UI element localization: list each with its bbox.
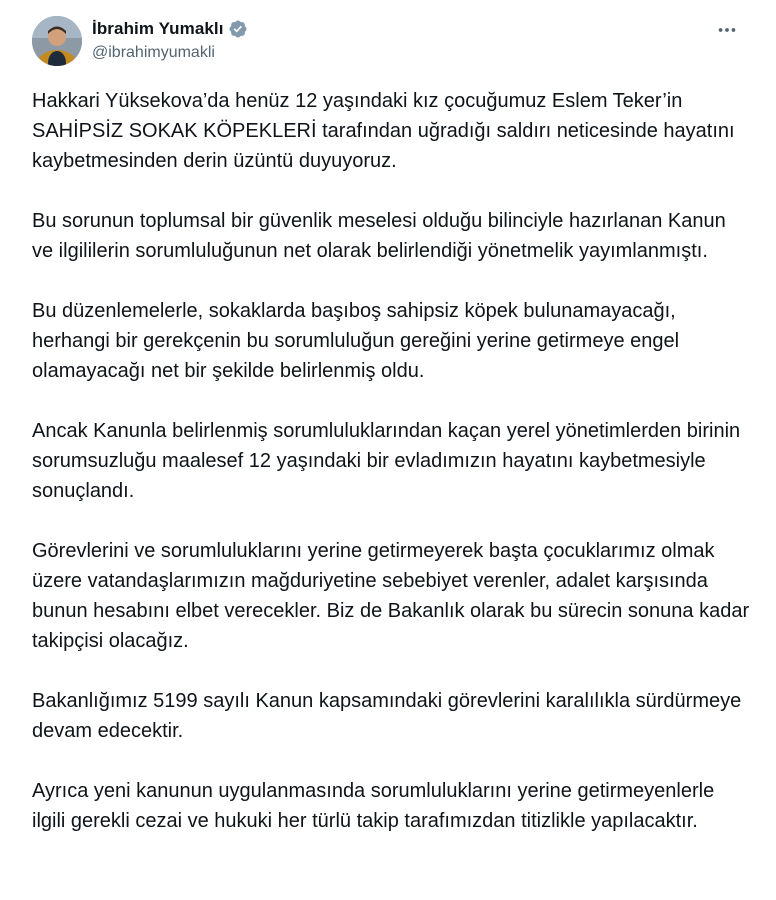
tweet-paragraph: Bakanlığımız 5199 sayılı Kanun kapsamındaki görevlerini karalılıkla sürdürmeye devam edecektir.: [32, 690, 742, 742]
more-options-icon: [716, 19, 738, 41]
user-handle[interactable]: @ibrahimyumakli: [92, 44, 215, 61]
name-row: [92, 18, 248, 40]
more-options-button[interactable]: [710, 16, 744, 44]
tweet-paragraph: Bu sorunun toplumsal bir güvenlik meselesi olduğu bilinciyle hazırlanan Kanun ve ilgililerin sorumluluğunun net olarak belirlendiği yönetmelik yayımlanmıştı.: [32, 210, 726, 262]
tweet-header: [32, 16, 752, 68]
tweet-paragraph: Görevlerini ve sorumluluklarını yerine getirmeyerek başta çocuklarımız olmak üzere vatandaşlarımızın mağduriyetine sebebiyet verenler, adalet karşısında bunun hesabını elbet verecekler. Biz de Bakanlık olarak bu sürecin sonuna kadar takipçisi olacağız.: [32, 540, 750, 652]
user-block: [92, 18, 248, 62]
avatar[interactable]: [32, 16, 82, 66]
tweet-paragraph: Hakkari Yüksekova’da henüz 12 yaşındaki kız çocuğumuz Eslem Teker’in SAHİPSİZ SOKAK KÖPEKLERİ tarafından uğradığı saldırı neticesinde hayatını kaybetmesinden derin üzüntü duyuyoruz.: [32, 90, 735, 172]
display-name[interactable]: İbrahim Yumaklı: [92, 19, 224, 38]
verified-badge-icon: [228, 19, 248, 39]
tweet-text: [32, 86, 752, 866]
tweet-paragraph: Ayrıca yeni kanunun uygulanmasında sorumluluklarını yerine getirmeyenlerle ilgili gerekli cezai ve hukuki her türlü takip tarafımızdan titizlikle yapılacaktır.: [32, 780, 715, 832]
tweet-paragraph: Ancak Kanunla belirlenmiş sorumluluklarından kaçan yerel yönetimlerden birinin sorumsuzluğu maalesef 12 yaşındaki bir evladımızın hayatını kaybetmesiyle sonuçlandı.: [32, 420, 741, 502]
tweet-paragraph: Bu düzenlemelerle, sokaklarda başıboş sahipsiz köpek bulunamayacağı, herhangi bir gerekçenin bu sorumluluğun gereğini yerine getirmeye engel olamayacağı net bir şekilde belirlenmiş oldu.: [32, 300, 680, 382]
